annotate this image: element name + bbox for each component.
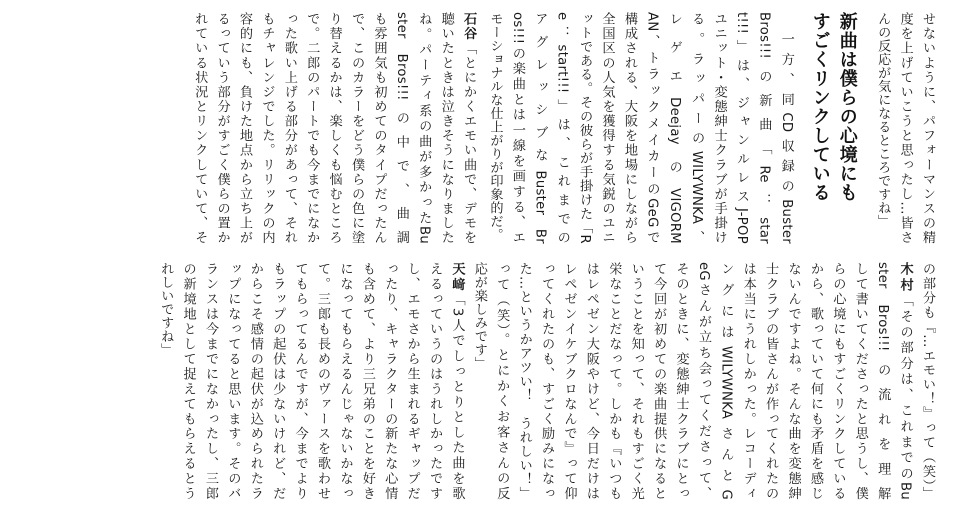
text-column <box>255 12 277 244</box>
column-text: で、このカラーをどう僕らの色に塗 <box>349 12 365 244</box>
section-headline <box>807 12 861 244</box>
column-text: 構成される、大阪を地場にしながら <box>621 12 637 244</box>
text-column <box>535 262 557 500</box>
speaker-name: 石谷 <box>461 12 477 42</box>
text-column <box>345 12 367 244</box>
column-text: らの心境にもすごくリンクしている <box>830 262 846 500</box>
column-text: 士クラブの皆さんが作ってくれたの <box>763 262 779 500</box>
column-text: ングにはWILYWNKAさんとG <box>718 262 734 500</box>
column-text: ップになってると思います。そのバ <box>225 262 241 500</box>
column-text: ないんですよね。そんな曲を変態紳 <box>785 262 801 500</box>
headline-line: すごくリンクしている <box>809 12 831 202</box>
column-text: はレペゼン大阪やけど、今日だけは <box>583 262 599 500</box>
column-text: 容的にも、負けた地点から立ち上が <box>237 12 253 244</box>
column-text: アグレッシブなBuster Br <box>532 12 548 244</box>
text-column <box>423 262 445 500</box>
column-text: ね。パーティ系の曲が多かったBu <box>416 12 432 244</box>
text-column <box>490 262 512 500</box>
column-text: そのときに、変態紳士クラブにとっ <box>673 262 689 500</box>
text-column <box>210 12 232 244</box>
column-text: えるっていうのはうれしかったです <box>427 262 443 500</box>
text-column <box>624 262 646 500</box>
column-text: んの反応が気になるところですね」 <box>875 12 891 228</box>
column-text: る。ラッパーのWILYWNKA、 <box>689 12 705 244</box>
lower-text-block <box>48 262 938 500</box>
text-column <box>736 262 758 500</box>
column-text: からこそ感情の起伏が込められたラ <box>247 262 263 500</box>
text-column <box>752 12 774 244</box>
text-column <box>714 262 736 500</box>
text-column <box>483 12 505 244</box>
text-column <box>685 12 707 244</box>
column-text: って（笑）。とにかくお客さんの反 <box>494 262 510 500</box>
text-column <box>266 262 288 500</box>
text-column <box>871 262 893 500</box>
column-text: 応が楽しみです」 <box>471 262 487 370</box>
column-text: の部分も『…エモい！』って（笑）」 <box>920 262 935 500</box>
text-column <box>445 262 467 500</box>
text-column <box>154 262 176 500</box>
column-text: Bros!!!の新曲「Re：star <box>756 12 772 244</box>
text-column <box>573 12 595 244</box>
text-column <box>557 262 579 500</box>
column-text: は本当にうれしかった。レコーディ <box>740 262 756 500</box>
column-text: れしいですね」 <box>158 262 174 357</box>
column-text: れている状況とリンクしていて、そ <box>192 12 208 244</box>
column-text: ランスは今までになかったし、三郎 <box>203 262 218 500</box>
text-column <box>333 262 355 500</box>
text-column <box>730 12 752 244</box>
column-text: 聴いたときは泣きそうになりました <box>438 12 454 244</box>
column-text: して書いてくださったと思うし、僕 <box>852 262 868 500</box>
column-text: た…というかアツい！ うれしい！」 <box>516 262 532 500</box>
text-column <box>707 12 729 244</box>
text-column <box>916 262 938 500</box>
text-column <box>367 12 389 244</box>
text-column <box>595 12 617 244</box>
column-text: て。三郎も長めのヴァースを歌わせ <box>315 262 331 500</box>
column-text: モーショナルな仕上がりが印象的だ。 <box>487 12 503 242</box>
text-column <box>893 12 915 244</box>
column-gap <box>861 12 871 244</box>
upper-text-block <box>48 12 938 244</box>
column-text: で。二郎のパートでも今までになか <box>304 12 320 244</box>
text-column <box>669 262 691 500</box>
text-column <box>221 262 243 500</box>
text-column <box>378 262 400 500</box>
column-text: いうことを知って、それもすごく光 <box>628 262 644 500</box>
column-gap <box>797 12 807 244</box>
text-column <box>580 262 602 500</box>
text-column <box>288 262 310 500</box>
column-text: から、歌っていて何にも矛盾を感じ <box>807 262 823 500</box>
column-text: 「とにかくエモい曲で、デモを <box>461 41 477 244</box>
headline-line: 新曲は僕らの心境にも <box>836 12 858 202</box>
text-column <box>781 262 803 500</box>
column-text: 栄なことだなって。しかも『いつも <box>606 262 622 500</box>
text-column <box>457 12 479 244</box>
text-column <box>311 262 333 500</box>
column-text: ユニット・変態紳士クラブが手掛け <box>711 12 727 244</box>
column-text: ったり、キャラクターの新たな心情 <box>382 262 398 500</box>
column-text: になってもらえるんじゃないかなっ <box>337 262 353 500</box>
text-column <box>400 262 422 500</box>
text-column <box>528 12 550 244</box>
column-text: て今回が初めての楽曲提供になると <box>651 262 667 500</box>
column-text: った歌い上げる部分があって、それ <box>281 12 297 244</box>
column-text: 「その部分は、これまでのBu <box>897 293 913 500</box>
column-text: 全国区の人気を獲得する気鋭のユニ <box>599 12 615 244</box>
text-column <box>692 262 714 500</box>
column-text: 一方、同CD収録のBuster <box>778 12 794 244</box>
column-text: も含めて、より三兄弟のことを好き <box>359 262 375 500</box>
speaker-name: 木村 <box>897 262 913 294</box>
column-text: し、エモさから生まれるギャップだ <box>404 262 420 500</box>
column-text: 度を上げていこうと思ったし…皆さ <box>897 12 913 244</box>
text-column <box>848 262 870 500</box>
column-text: eGさんが立ち会ってくださって、 <box>695 262 711 500</box>
text-column <box>412 12 434 244</box>
text-column <box>759 262 781 500</box>
column-text: ってくれたのも、すごく励みになっ <box>539 262 555 500</box>
text-column <box>322 12 344 244</box>
text-column <box>662 12 684 244</box>
text-column <box>512 262 534 500</box>
text-column <box>804 262 826 500</box>
column-text: 「3人でしっとりとした曲を歌 <box>449 292 465 500</box>
text-column <box>176 262 198 500</box>
text-column <box>233 12 255 244</box>
column-text: てもらってるんですが、今までより <box>292 262 308 500</box>
column-text: ster Bros!!!の中で、曲調 <box>393 12 409 244</box>
text-column <box>277 12 299 244</box>
text-column <box>199 262 221 500</box>
column-text: もチャレンジでした。リリックの内 <box>259 12 275 244</box>
text-column <box>355 262 377 500</box>
column-text: ットである。その彼らが手掛けた「R <box>577 12 593 244</box>
column-text: の新境地として捉えてもらえるとう <box>180 262 196 500</box>
text-column <box>647 262 669 500</box>
text-column <box>916 12 938 244</box>
column-text: os!!!の楽曲とは一線を画する、エ <box>509 12 525 244</box>
text-column <box>300 12 322 244</box>
text-column <box>506 12 528 244</box>
text-column <box>640 12 662 244</box>
text-column <box>550 12 572 244</box>
text-column <box>188 12 210 244</box>
column-text: もラップの起伏は少ないけれど、だ <box>270 262 286 500</box>
column-text: せないように、パフォーマンスの精 <box>920 12 935 244</box>
column-text: AN、トラックメイカーのGeGで <box>644 12 660 244</box>
column-text: レペゼンイケブクロなんで』って仰 <box>561 262 577 500</box>
text-column <box>434 12 456 244</box>
column-text: るっていう部分がすごく僕らの置か <box>214 12 230 244</box>
text-column <box>893 262 915 500</box>
column-text: e：start!!!」は、これまでの <box>554 12 570 244</box>
column-text: t!!!」は、ジャンルレスJ-POP <box>733 12 749 244</box>
text-column <box>774 12 796 244</box>
text-column <box>871 12 893 244</box>
text-column <box>618 12 640 244</box>
text-column <box>243 262 265 500</box>
text-column <box>467 262 489 500</box>
column-text: レゲエDeejayのVIGORM <box>666 12 682 244</box>
text-column <box>602 262 624 500</box>
column-text: も雰囲気も初めてのタイプだったん <box>371 12 387 244</box>
text-column <box>826 262 848 500</box>
speaker-name: 天﨑 <box>449 262 465 293</box>
column-text: ster Bros!!!の流れを理解 <box>875 262 891 500</box>
column-text: り替えるかは、楽しくも悩むところ <box>326 12 342 244</box>
text-column <box>389 12 411 244</box>
